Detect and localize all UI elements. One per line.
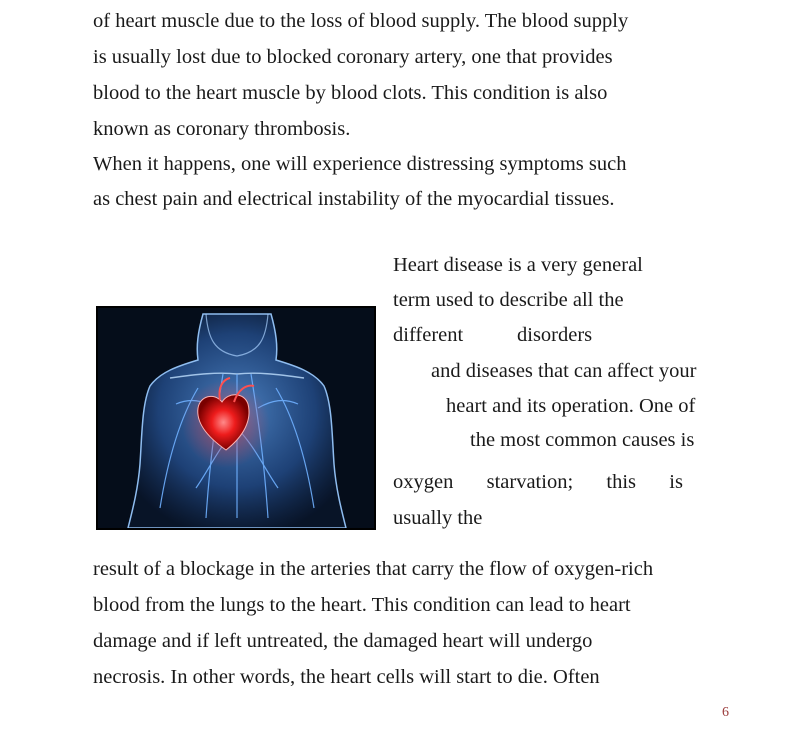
body-line-4: known as coronary thrombosis.: [93, 118, 351, 140]
side-line-3b: disorders: [517, 324, 593, 346]
side-word-oxygen: oxygen: [393, 471, 454, 493]
body-line-2: is usually lost due to blocked coronary artery, one that provides: [93, 46, 613, 68]
side-word-is: is: [669, 471, 683, 493]
side-line-7: [393, 470, 683, 494]
body-line-8: blood from the lungs to the heart. This condition can lead to heart: [93, 594, 631, 616]
side-line-8: usually the: [393, 507, 483, 529]
body-line-3: blood to the heart muscle by blood clots. This condition is also: [93, 82, 608, 104]
heart-anatomy-image: [96, 306, 376, 530]
body-line-5: When it happens, one will experience distressing symptoms such: [93, 153, 627, 175]
side-line-6: the most common causes is: [470, 429, 695, 451]
side-line-3a: different: [393, 324, 464, 346]
body-line-7: result of a blockage in the arteries that carry the flow of oxygen-rich: [93, 558, 654, 580]
page-number: 6: [722, 705, 729, 720]
side-line-5: heart and its operation. One of: [446, 395, 696, 417]
body-line-1: of heart muscle due to the loss of blood supply. The blood supply: [93, 10, 629, 32]
body-line-10: necrosis. In other words, the heart cells will start to die. Often: [93, 666, 600, 688]
side-word-this: this: [606, 471, 637, 493]
body-line-9: damage and if left untreated, the damaged heart will undergo: [93, 630, 593, 652]
side-line-1: Heart disease is a very general: [393, 254, 643, 276]
body-line-6: as chest pain and electrical instability of the myocardial tissues.: [93, 188, 615, 210]
heart-illustration: [98, 308, 374, 528]
side-word-starvation: starvation;: [486, 471, 574, 493]
side-line-4: and diseases that can affect your: [431, 360, 697, 382]
side-line-2: term used to describe all the: [393, 289, 624, 311]
